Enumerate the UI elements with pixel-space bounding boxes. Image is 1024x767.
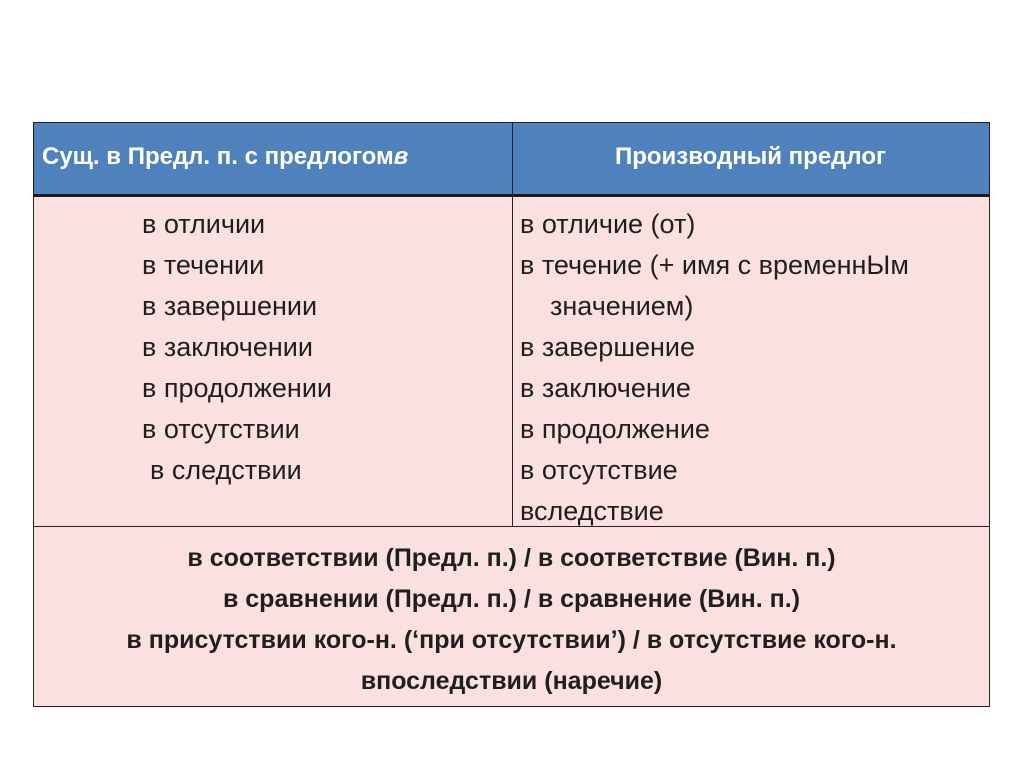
header-preposition-italic: в <box>393 142 409 170</box>
list-item: в течении <box>142 250 265 280</box>
list-item: в отсутствие <box>520 455 678 485</box>
list-item-continuation: значением) <box>550 291 694 321</box>
footer-line: впоследствии (наречие) <box>360 667 663 695</box>
list-item: в отличие (от) <box>520 209 696 239</box>
list-item: вследствие <box>520 496 664 526</box>
list-item: в следствии <box>150 455 302 485</box>
header-derived-preposition: Производный предлог <box>614 142 886 170</box>
footer-line: в присутствии кого-н. (‘при отсутствии’) / в отсутствие кого-н. <box>126 626 897 654</box>
prepositions-table <box>33 122 990 707</box>
list-item: в течение (+ имя с временнЫм <box>520 250 909 280</box>
list-item: в завершение <box>520 332 695 362</box>
list-item: в отсутствии <box>142 414 300 444</box>
footer-line: в соответствии (Предл. п.) / в соответствие (Вин. п.) <box>187 544 836 572</box>
list-item: в завершении <box>142 291 318 321</box>
table-body-row <box>34 197 989 527</box>
header-noun-prepositional <box>34 123 512 194</box>
derived-prepositions-list <box>520 204 909 532</box>
list-item: в отличии <box>142 209 266 239</box>
list-item: в продолжении <box>142 373 332 403</box>
footer-line: в сравнении (Предл. п.) / в сравнение (Вин. п.) <box>222 585 801 613</box>
header-noun-prepositional-text: Сущ. в Предл. п. с предлогом <box>42 142 394 170</box>
table-footer-notes <box>34 527 989 706</box>
list-item: в продолжение <box>520 414 710 444</box>
list-item: в заключение <box>520 373 691 403</box>
noun-forms-list <box>142 204 332 491</box>
list-item: в заключении <box>142 332 313 362</box>
